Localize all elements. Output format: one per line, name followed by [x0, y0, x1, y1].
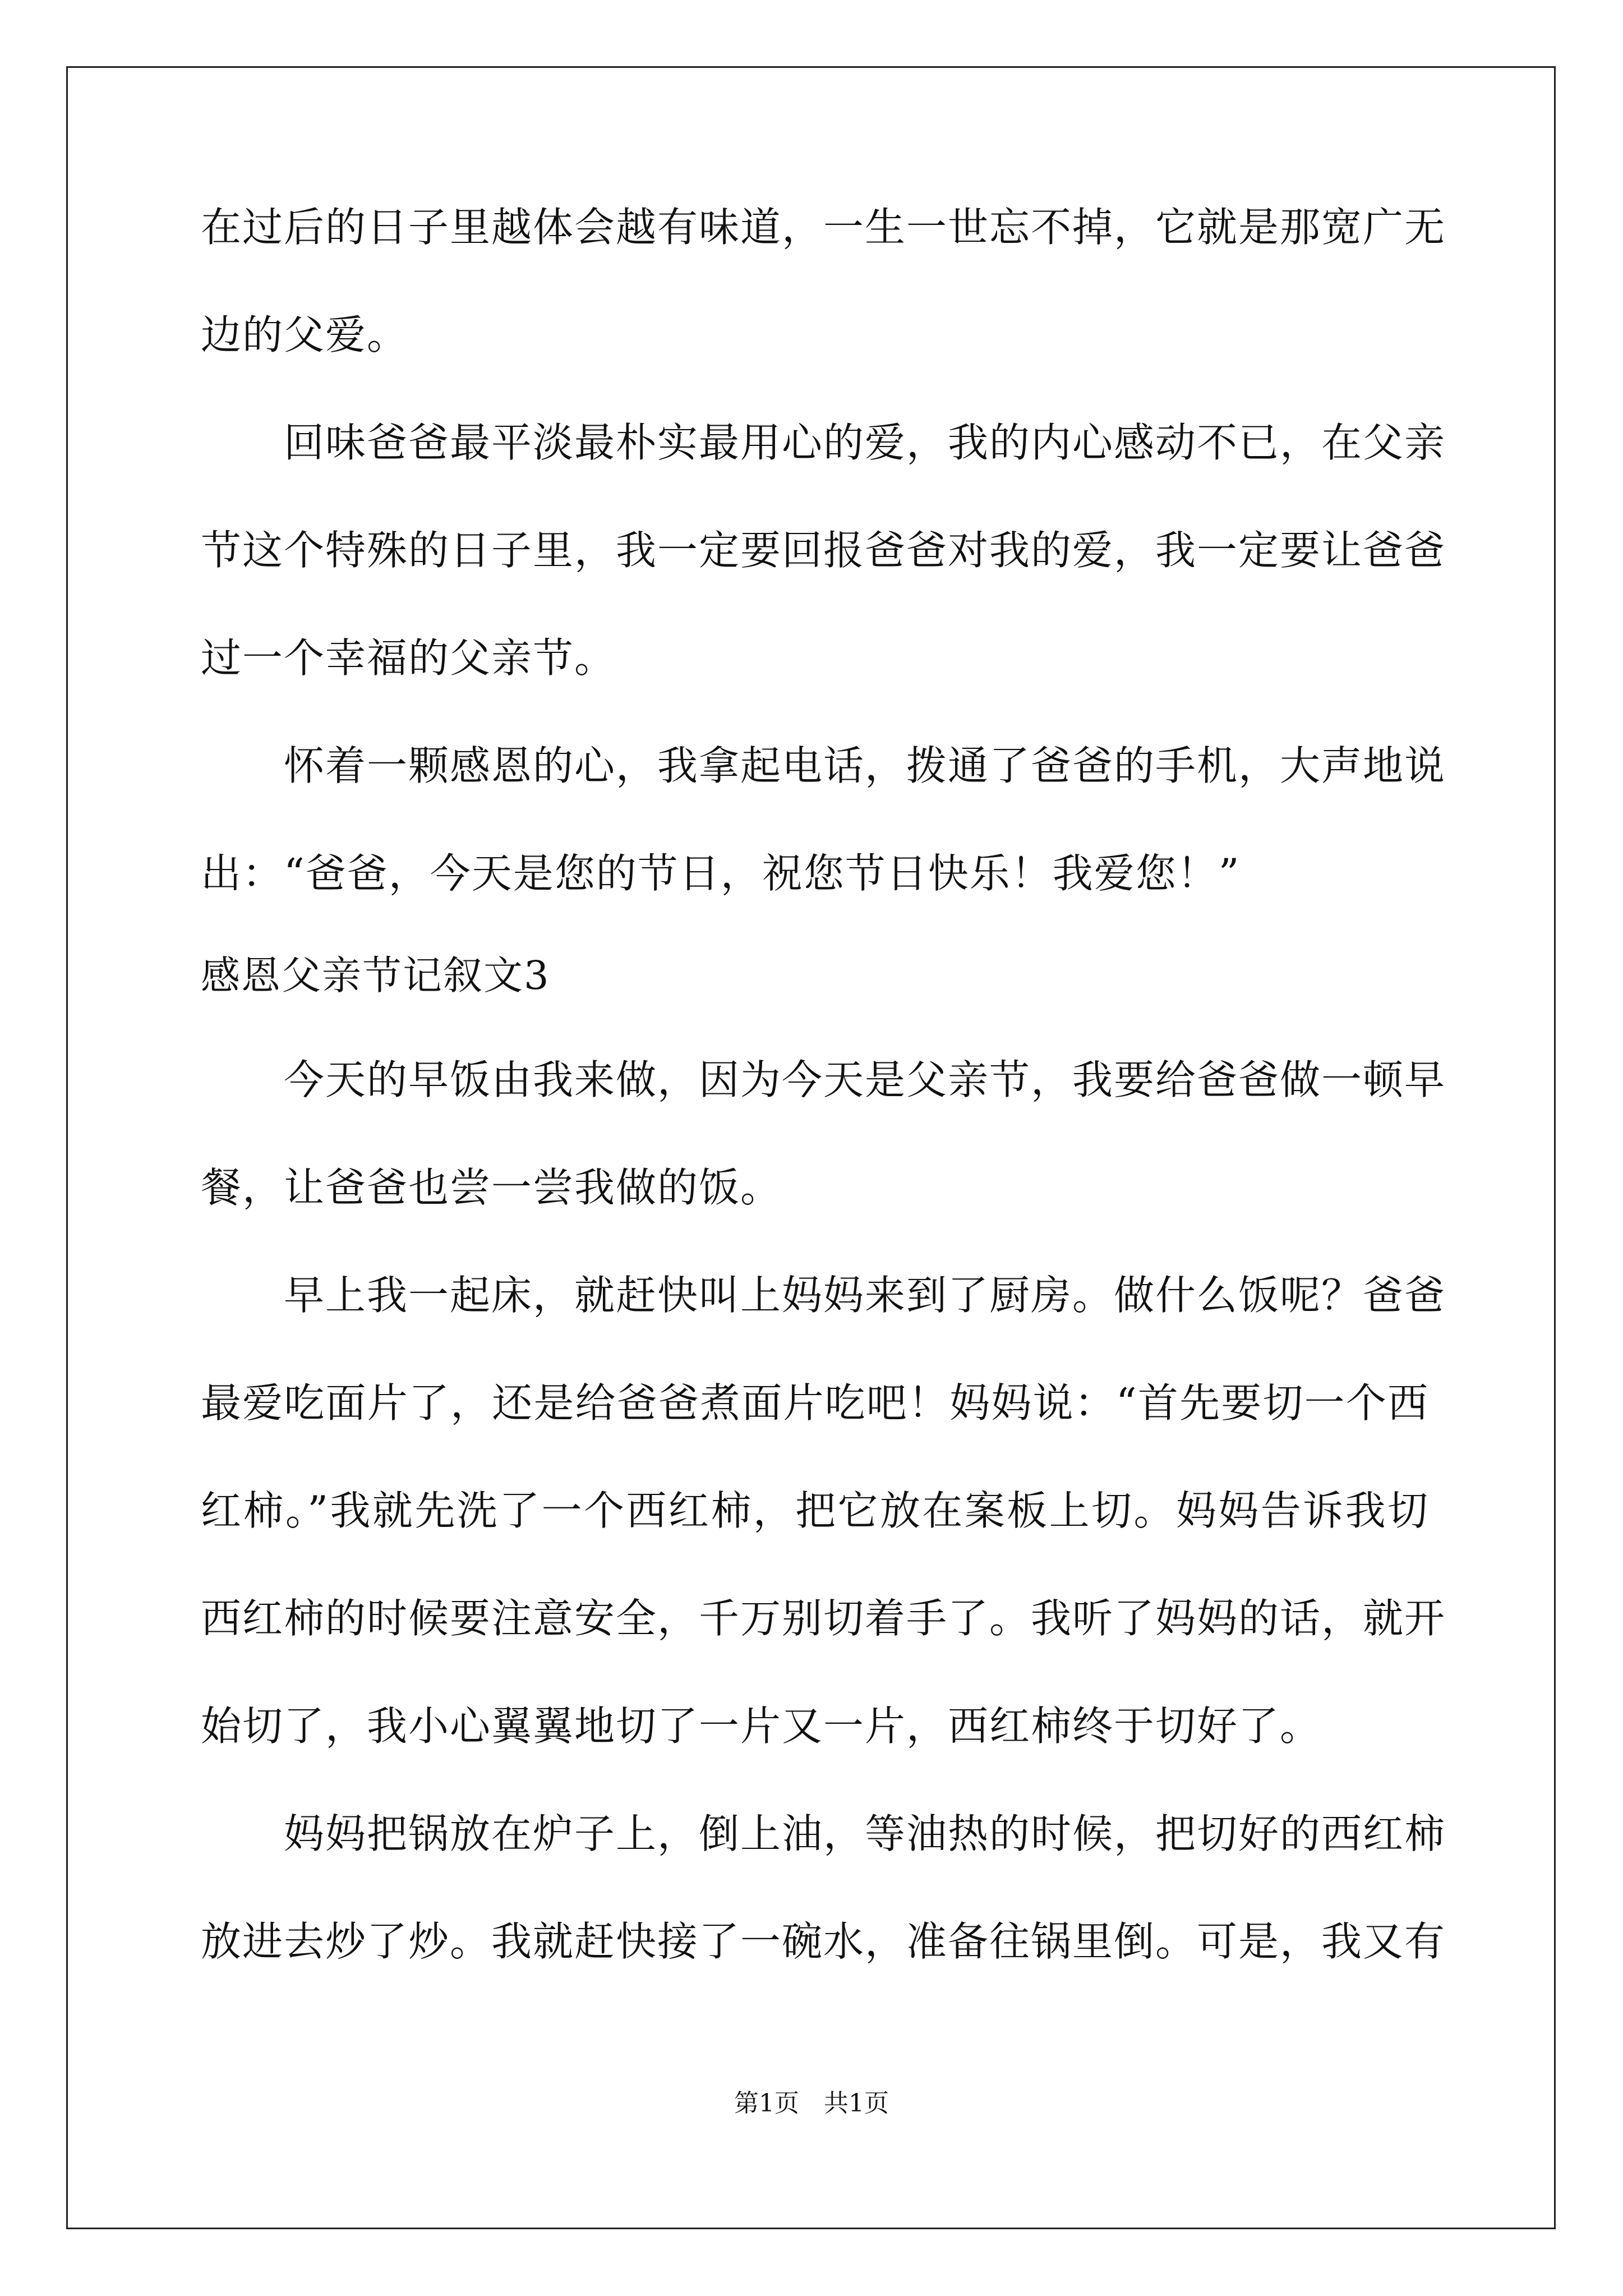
section-heading: 感恩父亲节记叙文3: [201, 953, 550, 999]
text-line: 红柿。”我就先洗了一个西红柿，把它放在案板上切。妈妈告诉我切: [201, 1487, 1429, 1534]
text-line: 最爱吃面片了，还是给爸爸煮面片吃吧！妈妈说：“首先要切一个西: [201, 1379, 1429, 1427]
paragraph-start-line: 今天的早饭由我来做，因为今天是父亲节，我要给爸爸做一顿早: [284, 1056, 1446, 1103]
text-line: 边的父爱。: [201, 311, 409, 358]
page-footer: 第1页 共1页: [734, 2089, 889, 2118]
text-line: 节这个特殊的日子里，我一定要回报爸爸对我的爱，我一定要让爸爸: [201, 527, 1446, 574]
text-line: 西红柿的时候要注意安全，千万别切着手了。我听了妈妈的话，就开: [201, 1595, 1446, 1642]
paragraph-start-line: 回味爸爸最平淡最朴实最用心的爱，我的内心感动不已，在父亲: [284, 419, 1446, 466]
text-line: 过一个幸福的父亲节。: [201, 634, 616, 682]
page-frame: [66, 66, 1556, 2229]
text-line: 餐，让爸爸也尝一尝我做的饭。: [201, 1164, 782, 1211]
text-line: 放进去炒了炒。我就赶快接了一碗水，准备往锅里倒。可是，我又有: [201, 1918, 1446, 1965]
text-line: 始切了，我小心翼翼地切了一片又一片，西红柿终于切好了。: [201, 1703, 1322, 1750]
text-line: 出：“爸爸，今天是您的节日，祝您节日快乐！我爱您！”: [201, 850, 1241, 897]
paragraph-start-line: 早上我一起床，就赶快叫上妈妈来到了厨房。做什么饭呢？爸爸: [284, 1272, 1446, 1319]
text-line: 在过后的日子里越体会越有味道，一生一世忘不掉，它就是那宽广无: [201, 204, 1446, 251]
paragraph-start-line: 怀着一颗感恩的心，我拿起电话，拨通了爸爸的手机，大声地说: [284, 742, 1446, 789]
paragraph-start-line: 妈妈把锅放在炉子上，倒上油，等油热的时候，把切好的西红柿: [284, 1810, 1446, 1857]
